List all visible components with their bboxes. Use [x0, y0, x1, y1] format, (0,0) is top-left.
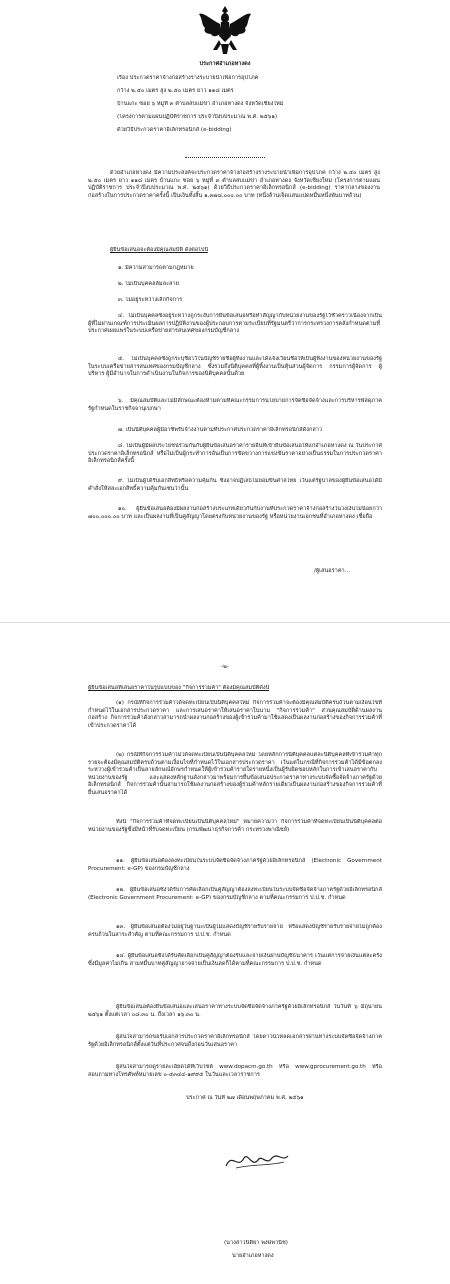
joint-venture-header: ผู้ยื่นข้อเสนอที่เสนอราคาในรูปแบบของ "กิจการร่วมค้า" ต้องมีคุณสมบัติดังนี้	[88, 685, 270, 691]
qual-item-11: ๑๑. ผู้ยื่นข้อเสนอต้องลงทะเบียนในระบบจัดซื้อจัดจ้างภาครัฐด้วยอิเล็กทรอนิกส์ (Electronic Government Procurement: e-GP) ของกรมบัญชีกลาง	[88, 858, 382, 872]
download-paragraph: ผู้สนใจสามารถขอรับเอกสารประกวดราคาอิเล็กทรอนิกส์ โดยดาวน์โหลดเอกสารผ่านทางระบบจัดซื้อจัดจ้างภาครัฐด้วยอิเล็กทรอนิกส์ตั้งแต่วันที่ประกาศจนถึงก่อนวันเสนอราคา	[88, 1034, 382, 1048]
qual-item-10: ๑๐. ผู้ยื่นข้อเสนอต้องมีผลงานก่อสร้างประเภทเดียวกันกับงานที่ประกวดราคาจ้างก่อสร้างในวงเงินไม่น้อยกว่า ๗๐๐,๐๐๐.๐๐ บาท และเป็นผลงานที่เป็นคู่สัญญาโดยตรงกับหน่วยงานของรัฐ หรือหน่วยงานเอกชนที่อำเภอหางดง เชื่อถือ	[88, 506, 382, 520]
garuda-emblem-icon	[197, 4, 253, 58]
qual-item-4: ๔. ไม่เป็นบุคคลซึ่งอยู่ระหว่างถูกระงับการยื่นข้อเสนอหรือทำสัญญากับหน่วยงานของรัฐไว้ชั่วคราวเนื่องจากเป็นผู้ที่ไม่ผ่านเกณฑ์การประเมินผลการปฏิบัติงานของผู้ประกอบการตามระเบียบที่รัฐมนตรีว่าการกระทรวงการคลังกำหนดตามที่ประกาศเผยแพร่ในระบบเครือข่ายสารสนเทศของกรมบัญชีกลาง	[88, 313, 382, 335]
qual-item-8: ๘. ไม่เป็นผู้มีผลประโยชน์ร่วมกันกับผู้ยื่นข้อเสนอราคารายอื่นที่เข้ายื่นข้อเสนอให้แก่อำเภอหางดง ณ วันประกาศประกวดราคาอิเล็กทรอนิกส์ หรือไม่เป็นผู้กระทำการอันเป็นการขัดขวางการแข่งขันราคาอย่างเป็นธรรมในการประกวดราคาอิเล็กทรอนิกส์ครั้งนี้	[88, 443, 382, 465]
divider-dots	[185, 157, 265, 158]
qualification-header: ผู้ยื่นข้อเสนอจะต้องมีคุณสมบัติ ดังต่อไปนี้	[110, 247, 209, 253]
subject-line-3: บ้านแกะ ซอย ๖ หมู่ที่ ๓ ตำบลสบแม่ข่า อำเภอหางดง จังหวัดเชียงใหม่	[117, 101, 284, 107]
qual-item-6: ๖. มีคุณสมบัติและไม่มีลักษณะต้องห้ามตามที่คณะกรรมการนโยบายการจัดซื้อจัดจ้างและการบริหารพัสดุภาครัฐกำหนดในราชกิจจานุเบกษา	[88, 398, 382, 412]
signature-icon	[222, 1148, 292, 1174]
intro-paragraph: ด้วยอำเภอหางดง มีความประสงค์จะประกวดราคาจ้างก่อสร้างรางระบายน้ำเพื่อการอุปโภค กว้าง ๒.๕๐ เมตร สูง ๒.๕๐ เมตร ยาว ๑๑๘ เมตร บ้านแกะ ซอย ๖ หมู่ที่ ๓ ตำบลสบแม่ข่า อำเภอหางดง จังหวัดเชียงใหม่ (โครงการตามแผนปฏิบัติราชการ ประจำปีงบประมาณ พ.ศ. ๒๕๖๑) ด้วยวิธีประกวดราคาอิเล็กทรอนิกส์ (e-bidding) ราคากลางของงานก่อสร้างในการประกวดราคาครั้งนี้ เป็นเงินทั้งสิ้น ๑,๓๗๘,๐๐๐.๐๐ บาท (หนึ่งล้านเจ็ดแสนแปดหมื่นหนึ่งพันบาทถ้วน)	[88, 170, 380, 199]
qual-item-3: ๓. ไม่อยู่ระหว่างเลิกกิจการ	[118, 297, 183, 303]
qual-item-13: ๑๓. ผู้ยื่นข้อเสนอต้องไม่อยู่ในฐานะเป็นผู้ไม่แสดงบัญชีรายรับรายจ่าย หรือแสดงบัญชีรายรับรายจ่ายไม่ถูกต้องครบถ้วนในสาระสำคัญ ตามที่คณะกรรมการ ป.ป.ช. กำหนด	[88, 924, 382, 938]
joint-venture-clause-2: (๒) กรณีที่กิจการร่วมค้าไม่ได้จดทะเบียนเป็นนิติบุคคลใหม่ โดยหลักการนิติบุคคลแต่ละนิติบุคคลที่เข้าร่วมค้าทุกรายจะต้องมีคุณสมบัติครบถ้วนตามเงื่อนไขที่กำหนดไว้ในเอกสารประกวดราคา เว้นแต่ในกรณีที่กิจการร่วมค้าได้มีข้อตกลงระหว่างผู้เข้าร่วมค้าเป็นลายลักษณ์อักษรกำหนดให้ผู้เข้าร่วมค้ารายใดรายหนึ่งเป็นผู้รับผิดชอบหลักในการเข้าเสนอราคากับหน่วยงานของรัฐ และแสดงหลักฐานดังกล่าวมาพร้อมการยื่นข้อเสนอประกวดราคาทางระบบจัดซื้อจัดจ้างภาครัฐด้วยอิเล็กทรอนิกส์ กิจการร่วมค้านั้นสามารถใช้ผลงานก่อสร้างของผู้ร่วมค้าหลักรายเดียวเป็นผลงานก่อสร้างของกิจการร่วมค้าที่ยื่นเสนอราคาได้	[88, 752, 382, 796]
qual-item-1: ๑. มีความสามารถตามกฎหมาย	[118, 265, 194, 271]
subject-line-1: เรื่อง ประกวดราคาจ้างก่อสร้างรางระบายน้ำเพื่อการอุปโภค	[117, 75, 259, 81]
subject-line-5: ด้วยวิธีประกวดราคาอิเล็กทรอนิกส์ (e-bidding)	[117, 127, 232, 133]
qual-item-2: ๒. ไม่เป็นบุคคลล้มละลาย	[118, 281, 179, 287]
subject-line-4: (โครงการตามแผนปฏิบัติราชการ ประจำปีงบประมาณ พ.ศ. ๒๕๖๑)	[117, 114, 278, 120]
qual-item-7: ๗. เป็นนิติบุคคลผู้มีอาชีพรับจ้างงานตามที่ประกาศประกวดราคาอิเล็กทรอนิกส์ดังกล่าว	[118, 427, 323, 433]
submission-paragraph: ผู้ยื่นข้อเสนอต้องยื่นข้อเสนอและเสนอราคาทางระบบจัดซื้อจัดจ้างภาครัฐด้วยอิเล็กทรอนิกส์ ในวันที่ ๖ มิถุนายน ๒๕๖๑ ตั้งแต่เวลา ๐๘.๓๐ น. ถึงเวลา ๑๖.๓๐ น.	[88, 1004, 382, 1018]
page-title: ประกาศอำเภอหางดง	[199, 61, 251, 67]
announcement-date: ประกาศ ณ วันที่ ๒๗ เดือนพฤษภาคม พ.ศ. ๒๕๖๑	[186, 1095, 304, 1101]
signer-name: (นางสาวนิติยา พงษ์พานิช)	[224, 1240, 288, 1246]
qual-item-9: ๙. ไม่เป็นผู้ได้รับเอกสิทธิ์หรือความคุ้มกัน ซึ่งอาจปฏิเสธไม่ยอมขึ้นศาลไทย เว้นแต่รัฐบาลของผู้ยื่นข้อเสนอได้มีคำสั่งให้สละเอกสิทธิ์ความคุ้มกันเช่นว่านั้น	[88, 478, 382, 492]
contact-paragraph: ผู้สนใจสามารถดูรายละเอียดได้ที่เว็บไซต์ www.dopacm.go.th หรือ www.gprocurement.go.th หรือสอบถามทางโทรศัพท์หมายเลข ๐-๕๓๔๔-๑๙๙๕ ในวันและเวลาราชการ	[88, 1064, 382, 1078]
subject-line-2: กว้าง ๒.๕๐ เมตร สูง ๒.๕๐ เมตร ยาว ๑๑๘ เมตร	[117, 88, 234, 94]
qual-item-5: ๕. ไม่เป็นบุคคลซึ่งถูกระบุชื่อไว้ในบัญชีรายชื่อผู้ทิ้งงานและได้แจ้งเวียนชื่อให้เป็นผู้ทิ้งงานของหน่วยงานของรัฐในระบบเครือข่ายสารสนเทศของกรมบัญชีกลาง ซึ่งรวมถึงนิติบุคคลที่ผู้ทิ้งงานเป็นหุ้นส่วนผู้จัดการ กรรมการผู้จัดการ ผู้บริหาร ผู้มีอำนาจในการดำเนินงานในกิจการของนิติบุคคลนั้นด้วย	[88, 356, 382, 378]
page-break	[0, 622, 450, 623]
signer-title: นายอำเภอหางดง	[232, 1253, 274, 1259]
continue-marker: /ผู้เสนอราคา...	[314, 568, 351, 574]
qual-item-12: ๑๒. ผู้ยื่นข้อเสนอซึ่งได้รับการคัดเลือกเป็นคู่สัญญาต้องลงทะเบียนในระบบจัดซื้อจัดจ้างภาครัฐด้วยอิเล็กทรอนิกส์ (Electronic Government Procurement: e-GP) ของกรมบัญชีกลาง ตามที่คณะกรรมการ ป.ป.ช. กำหนด	[88, 887, 382, 901]
page-number: -๒-	[221, 664, 229, 670]
qual-item-14: ๑๔. ผู้ยื่นข้อเสนอซึ่งได้รับคัดเลือกเป็นคู่สัญญาต้องรับและจ่ายเงินผ่านบัญชีธนาคาร เว้นแต่การจ่ายเงินแต่ละครั้งซึ่งมีมูลค่าไม่เกิน สามหมื่นบาทคู่สัญญาอาจจ่ายเป็นเงินสดก็ได้ตามที่คณะกรรมการ ป.ป.ช. กำหนด	[88, 953, 382, 967]
joint-venture-note: ทั้งนี้ "กิจการร่วมค้าที่จดทะเบียนเป็นนิติบุคคลใหม่" หมายความว่า กิจการร่วมค้าที่จดทะเบียนเป็นนิติบุคคลต่อหน่วยงานของรัฐซึ่งมีหน้าที่รับจดทะเบียน (กรมพัฒนาธุรกิจการค้า กระทรวงพาณิชย์)	[88, 819, 382, 833]
joint-venture-clause-1: (๑) กรณีที่กิจการร่วมค้าได้จดทะเบียนเป็นนิติบุคคลใหม่ กิจการร่วมค้าจะต้องมีคุณสมบัติครบถ้วนตามเงื่อนไขที่กำหนดไว้ในเอกสารประกวดราคา และการเสนอราคาให้เสนอราคาในนาม "กิจการร่วมค้า" ส่วนคุณสมบัติด้านผลงานก่อสร้าง กิจการร่วมค้าดังกล่าวสามารถนำผลงานก่อสร้างของผู้เข้าร่วมค้ามาใช้แสดงเป็นผลงานก่อสร้างของกิจการร่วมค้าที่เข้าประกวดราคาได้	[88, 700, 382, 729]
